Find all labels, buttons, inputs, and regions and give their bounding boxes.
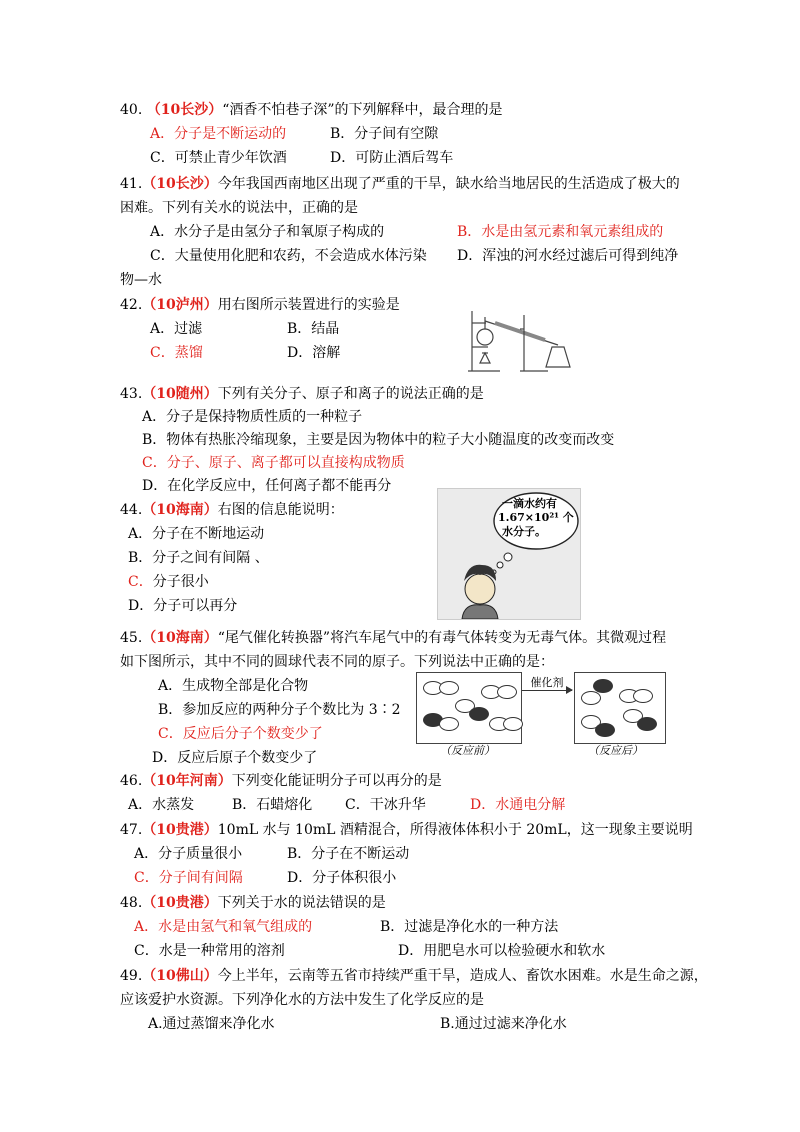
q41-stem-cont: 困难。下列有关水的说法中，正确的是 xyxy=(120,200,358,216)
q48-stem: 48.（10贵港）下列关于水的说法错误的是 xyxy=(120,895,386,911)
q48-option-c: C．水是一种常用的溶剂 xyxy=(134,943,285,959)
q44-stem: 44.（10海南）右图的信息能说明： xyxy=(120,502,344,518)
q43-stem: 43.（10随州）下列有关分子、原子和离子的说法正确的是 xyxy=(120,386,484,402)
q43-option-b: B．物体有热胀冷缩现象，主要是因为物体中的粒子大小随温度的改变而改变 xyxy=(142,432,615,448)
q40-option-a: A．分子是不断运动的 xyxy=(150,126,287,142)
q46-stem: 46.（10年河南）下列变化能证明分子可以再分的是 xyxy=(120,773,442,789)
q41-option-d-cont: 物—水 xyxy=(120,272,162,288)
q49-stem: 49.（10佛山）今上半年，云南等五省市持续严重干旱，造成人、畜饮水困难。水是生命之源， xyxy=(120,968,708,984)
q47-option-c: C．分子间有间隔 xyxy=(134,870,243,886)
q46-option-c: C．干冰升华 xyxy=(345,797,426,813)
q45-option-a: A．生成物全部是化合物 xyxy=(158,678,309,694)
before-caption: （反应前） xyxy=(440,744,495,757)
q41-stem: 41.（10长沙）今年我国西南地区出现了严重的干旱，缺水给当地居民的生活造成了极大的 xyxy=(120,176,680,192)
catalytic-reaction-figure xyxy=(414,666,666,758)
arrow-head-icon xyxy=(566,686,573,694)
q40-option-c: C．可禁止青少年饮酒 xyxy=(150,150,287,166)
q44-option-b: B．分子之间有间隔 、 xyxy=(128,550,269,566)
q44-option-d: D．分子可以再分 xyxy=(128,598,238,614)
before-reaction-box xyxy=(416,672,522,744)
q43-option-c: C．分子、原子、离子都可以直接构成物质 xyxy=(142,455,405,471)
q46-option-b: B．石蜡熔化 xyxy=(232,797,313,813)
distillation-apparatus-figure xyxy=(460,303,578,375)
q42-option-c: C．蒸馏 xyxy=(150,345,203,361)
q41-option-b: B．水是由氢元素和氧元素组成的 xyxy=(457,224,664,240)
q41-option-a: A．水分子是由氢分子和氧原子构成的 xyxy=(150,224,385,240)
catalyst-label: 催化剂 xyxy=(522,676,572,691)
bubble-line-3: 水分子。 xyxy=(502,525,546,538)
q49-option-b: B.通过过滤来净化水 xyxy=(440,1016,567,1032)
q49-option-a: A.通过蒸馏来净化水 xyxy=(148,1016,275,1032)
q41-option-c: C．大量使用化肥和农药，不会造成水体污染 xyxy=(150,248,427,264)
q43-option-d: D．在化学反应中，任何离子都不能再分 xyxy=(142,478,392,494)
q40-source-tag: （10长沙） xyxy=(146,102,223,118)
q42-option-b: B．结晶 xyxy=(287,321,340,337)
q45-stem: 45.（10海南）“尾气催化转换器”将汽车尾气中的有毒气体转变为无毒气体。其微观过程 xyxy=(120,630,667,646)
q43-option-a: A．分子是保持物质性质的一种粒子 xyxy=(142,409,363,425)
q47-stem: 47.（10贵港）10mL 水与 10mL 酒精混合，所得液体体积小于 20mL，这一现象主要说明 xyxy=(120,822,693,838)
q48-option-a: A．水是由氢气和氧气组成的 xyxy=(134,919,313,935)
after-reaction-box xyxy=(574,672,666,744)
q46-option-d: D．水通电分解 xyxy=(470,797,566,813)
q42-stem: 42.（10泸州）用右图所示装置进行的实验是 xyxy=(120,297,400,313)
bubble-line-1: 一滴水约有 xyxy=(502,497,557,510)
q49-stem-cont: 应该爱护水资源。下列净化水的方法中发生了化学反应的是 xyxy=(120,992,484,1008)
q41-option-d: D．浑浊的河水经过滤后可得到纯净 xyxy=(457,248,679,264)
q47-option-d: D．分子体积很小 xyxy=(287,870,397,886)
q48-option-b: B．过滤是净化水的一种方法 xyxy=(380,919,559,935)
bubble-line-2: 1.67×10²¹ 个 xyxy=(498,511,574,524)
q42-option-a: A．过滤 xyxy=(150,321,203,337)
water-molecule-cartoon xyxy=(437,488,581,620)
q47-option-b: B．分子在不断运动 xyxy=(287,846,410,862)
q40-option-b: B．分子间有空隙 xyxy=(330,126,439,142)
q42-option-d: D．溶解 xyxy=(287,345,341,361)
q47-option-a: A．分子质量很小 xyxy=(134,846,243,862)
q48-option-d: D．用肥皂水可以检验硬水和软水 xyxy=(398,943,606,959)
q44-option-c: C．分子很小 xyxy=(128,574,209,590)
q44-option-a: A．分子在不断地运动 xyxy=(128,526,265,542)
q40-option-d: D．可防止酒后驾车 xyxy=(330,150,454,166)
q45-stem-cont: 如下图所示，其中不同的圆球代表不同的原子。下列说法中正确的是： xyxy=(120,654,554,670)
q45-option-c: C．反应后分子个数变少了 xyxy=(158,726,323,742)
q45-option-d: D．反应后原子个数变少了 xyxy=(152,750,318,766)
after-caption: （反应后） xyxy=(588,744,643,757)
q46-option-a: A．水蒸发 xyxy=(128,797,195,813)
q45-option-b: B．参加反应的两种分子个数比为 3∶2 xyxy=(158,702,401,718)
q40-stem: 40. （10长沙）“酒香不怕巷子深”的下列解释中，最合理的是 xyxy=(120,102,503,118)
